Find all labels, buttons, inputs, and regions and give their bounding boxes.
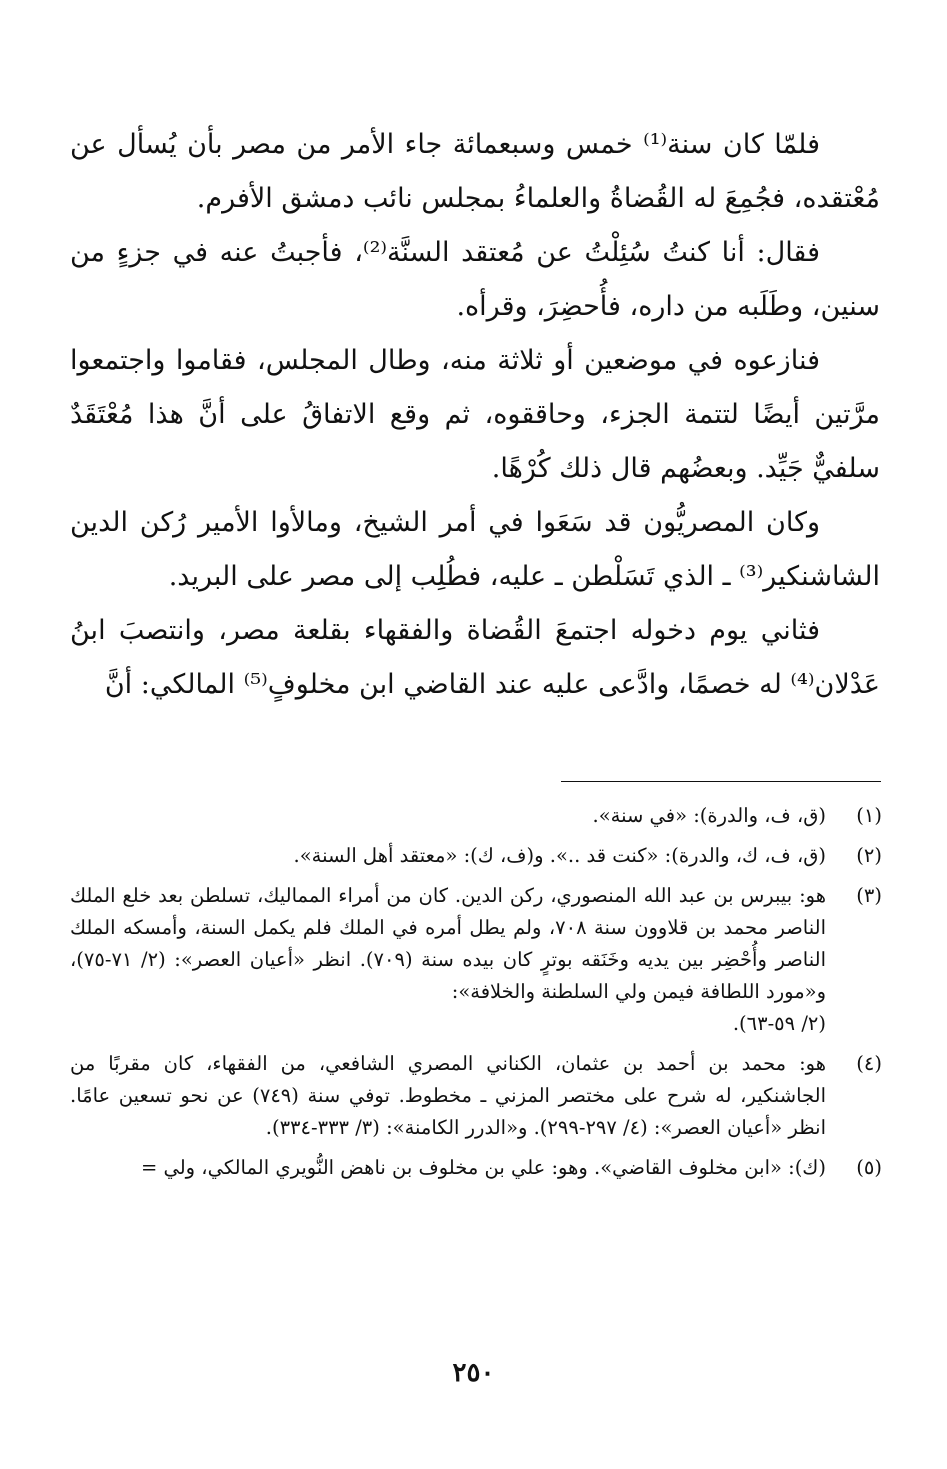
footnote-paragraph: هو: محمد بن أحمد بن عثمان، الكناني المصري الشافعي، من الفقهاء، كان مقربًا من الجاشنكير، له شرح على مختصر المزني ـ مخطوط. توفي سنة (٧٤٩) عن نحو تسعين عامًا. انظر «أعيان العصر»: (٤/ ٢٩٧-٢٩٩). و«الدرر الكامنة»: (٣/ ٣٣٣-٣٣٤). — [70, 1052, 826, 1139]
footnote-paragraph: (ك): «ابن مخلوف القاضي». وهو: علي بن مخلوف بن ناهض النُّويري المالكي، ولي = — [140, 1156, 826, 1179]
paragraph: فلمّا كان سنة⁽¹⁾ خمس وسبعمائة جاء الأمر من مصر بأن يُسأل عن مُعْتقده، فجُمِعَ له القُضاةُ والعلماءُ بمجلس نائب دمشق الأفرم. — [70, 129, 880, 214]
footnote — [70, 1048, 882, 1144]
footnote-text — [70, 1048, 826, 1144]
footnote-text — [70, 840, 826, 872]
page-number: ٢٥٠ — [452, 1358, 495, 1388]
footnotes — [70, 800, 882, 1192]
footnote — [70, 880, 882, 1040]
footnote-paragraph: (ق، ف، ك، والدرة): «كنت قد ..». و(ف، ك): «معتقد أهل السنة». — [293, 844, 826, 867]
main-text — [70, 118, 880, 712]
footnote-text — [70, 1152, 826, 1184]
footnote-text — [70, 800, 826, 832]
footnote-paragraph: (ق، ف، والدرة): «في سنة». — [592, 804, 826, 827]
paragraph: فثاني يوم دخوله اجتمعَ القُضاة والفقهاء بقلعة مصر، وانتصبَ ابنُ عَدْلان⁽⁴⁾ له خصمًا، وادَّعى عليه عند القاضي ابن مخلوفٍ⁽⁵⁾ المالكي: أنَّ — [70, 615, 880, 700]
footnote-number: (٤) — [856, 1052, 882, 1075]
footnote-paragraph: (٢/ ٥٩-٦٣). — [732, 1012, 826, 1035]
paragraph: فنازعوه في موضعين أو ثلاثة منه، وطال المجلس، فقاموا واجتمعوا مرَّتين أيضًا لتتمة الجزء، وحاققوه، ثم وقع الاتفاقُ على أنَّ هذا مُعْتَقَدٌ سلفيٌّ جَيِّد. وبعضُهم قال ذلك كُرْهًا. — [70, 345, 880, 484]
paragraph: وكان المصريُّون قد سَعَوا في أمر الشيخ، ومالأوا الأمير رُكن الدين الشاشنكير⁽³⁾ ـ الذي تَسَلْطن ـ عليه، فطُلِب إلى مصر على البريد. — [70, 507, 880, 592]
footnote-number: (١) — [856, 804, 882, 827]
footnote-number: (٢) — [856, 844, 882, 867]
footnote-paragraph: هو: بيبرس بن عبد الله المنصوري، ركن الدين. كان من أمراء المماليك، تسلطن بعد خلع الملك الناصر محمد بن قلاوون سنة ٧٠٨، ولم يطل أمره في الملك فلم يكمل السنة، وأمسكه الملك الناصر وأُحْضِر بين يديه وخَنَقه بوترٍ كان بيده سنة (٧٠٩). انظر «أعيان العصر»: (٢/ ٧١-٧٥)، و«مورد اللطافة فيمن ولي السلطنة والخلافة»: — [70, 884, 826, 1003]
footnote-text — [70, 880, 826, 1040]
footnote-number: (٣) — [856, 884, 882, 907]
footnote-number: (٥) — [856, 1156, 882, 1179]
footnote — [70, 1152, 882, 1184]
footnote — [70, 840, 882, 872]
footnote — [70, 800, 882, 832]
paragraph: فقال: أنا كنتُ سُئِلْتُ عن مُعتقد السنَّة⁽²⁾، فأجبتُ عنه في جزءٍ من سنين، وطَلَبه من داره، فأُحضِرَ، وقرأه. — [70, 237, 880, 322]
footnote-separator — [561, 781, 881, 782]
